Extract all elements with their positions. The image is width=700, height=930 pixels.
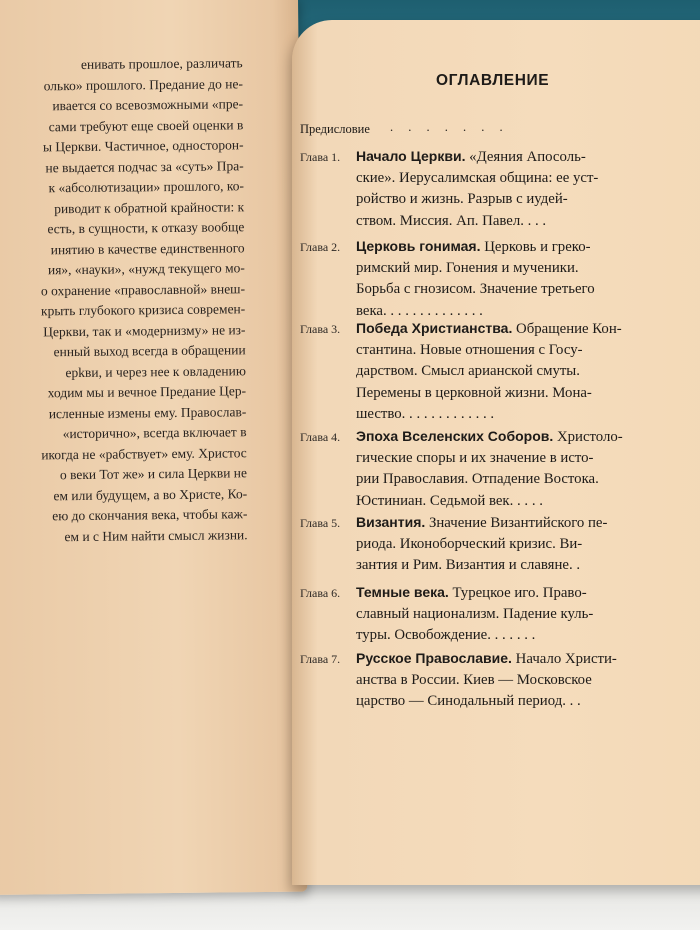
chapter-line <box>356 383 622 405</box>
chapter-text: Борьба с гнозисом. Значение третьего <box>356 281 595 297</box>
left-page-line: исленные измены ему. Православ- <box>48 403 247 421</box>
chapter-label: Глава 7. <box>300 652 341 666</box>
chapter-title: Победа Христианства. <box>356 320 513 336</box>
chapter-line <box>356 361 622 383</box>
chapter-title: Русское Православие. <box>356 650 512 666</box>
chapter-text: ством. Миссия. Ап. Павел. . . . <box>356 212 547 229</box>
chapter-line <box>356 189 598 211</box>
chapter-title: Начало Церкви. <box>356 148 466 164</box>
chapter-text: шество. . . . . . . . . . . . . <box>356 406 495 422</box>
chapter-line <box>356 279 595 301</box>
left-page-line: ею до скончания века, чтобы каж- <box>52 506 248 524</box>
chapter-text: Юстиниан. Седьмой век. . . . . <box>356 492 543 509</box>
chapter-label: Глава 5. <box>300 516 341 530</box>
chapter-text: ройство и жизнь. Разрыв с иудей- <box>356 191 568 207</box>
chapter-text: зантия и Рим. Византия и славяне. . <box>356 557 581 573</box>
chapter-description <box>356 318 622 426</box>
left-page-line: крыть глубокого кризиса современ- <box>40 301 246 319</box>
chapter-label: Глава 4. <box>300 430 341 444</box>
chapter-description <box>356 648 617 713</box>
chapter-description <box>356 236 595 322</box>
left-page-line: о охранение «православной» внеш- <box>40 280 246 298</box>
chapter-text: гические споры и их значение в исто- <box>356 449 594 466</box>
left-page-line: Церкви, так и «модернизму» не из- <box>43 321 246 339</box>
chapter-text: Значение Византийского пе- <box>428 515 608 531</box>
chapter-title: Церковь гонимая. <box>356 238 481 254</box>
chapter-text: «Деяния Апосоль- <box>469 149 586 165</box>
chapter-text: века. . . . . . . . . . . . . . <box>356 302 483 319</box>
chapter-text: ские». Иерусалимская община: ее уст- <box>356 169 599 186</box>
chapter-line <box>356 604 593 626</box>
left-page-line: к «абсолютизации» прошлого, ко- <box>48 178 245 196</box>
chapter-line <box>356 404 622 426</box>
left-page-line: ем или будущем, а во Христе, Ко- <box>53 485 248 503</box>
chapter-line <box>356 168 598 190</box>
left-page-line: риводит к обратной крайности: к <box>54 198 245 216</box>
left-page-text <box>0 53 286 548</box>
left-page-line: инятию в качестве единственного <box>50 239 245 257</box>
left-page-line: ерkви, и через нее к овладению <box>65 362 246 380</box>
chapter-description <box>356 582 593 647</box>
left-page-line: сами требуют еще своей оценки в <box>48 116 244 134</box>
chapter-text: римский мир. Гонения и мученики. <box>356 259 579 276</box>
toc-title: ОГЛАВЛЕНИЕ <box>436 72 550 89</box>
chapter-line <box>356 512 607 534</box>
chapter-description <box>356 426 623 512</box>
chapter-line <box>356 691 617 713</box>
chapter-line <box>356 670 617 692</box>
chapter-line <box>356 236 595 258</box>
chapter-label: Глава 3. <box>300 322 341 336</box>
chapter-line <box>356 491 623 513</box>
left-page-line: ы Церкви. Частичное, односторон- <box>42 137 244 155</box>
chapter-description <box>356 146 598 232</box>
left-page-line: ия», «науки», «нужд текущего мо- <box>47 260 245 278</box>
left-page-line: «исторично», всегда включает в <box>62 424 247 442</box>
chapter-text: царство — Синодальный период. . . <box>356 693 581 709</box>
chapter-line <box>356 555 607 577</box>
chapter-text: Церковь и греко- <box>484 239 591 255</box>
preface-label: Предисловие <box>300 122 370 136</box>
chapter-text: стантина. Новые отношения с Госу- <box>356 341 583 358</box>
left-page-line: икогда не «рабствует» ему. Христос <box>41 444 247 462</box>
chapter-label: Глава 1. <box>300 150 341 164</box>
left-page-line: не выдается подчас за «суть» Пра- <box>45 157 244 175</box>
chapter-text: анства в России. Киев — Московское <box>356 671 592 688</box>
chapter-description <box>356 512 607 577</box>
chapter-label: Глава 6. <box>300 586 341 600</box>
chapter-title: Темные века. <box>356 584 449 600</box>
chapter-line <box>356 582 593 604</box>
chapter-line <box>356 469 623 491</box>
chapter-line <box>356 534 607 556</box>
chapter-line <box>356 258 595 280</box>
chapter-text: Христоло- <box>556 429 623 445</box>
left-page-line: есть, в сущности, к отказу вообще <box>47 219 245 237</box>
chapter-line <box>356 648 617 670</box>
chapter-text: дарством. Смысл арианской смуты. <box>356 363 580 379</box>
chapter-text: Турецкое иго. Право- <box>452 585 587 601</box>
chapter-text: Перемены в церковной жизни. Мона- <box>356 384 592 401</box>
chapter-text: Начало Христи- <box>515 651 617 667</box>
chapter-line <box>356 211 598 233</box>
left-page <box>0 0 307 895</box>
preface-dots: . . . . . . . <box>390 120 509 134</box>
chapter-line <box>356 340 622 362</box>
chapter-text: рии Православия. Отпадение Востока. <box>356 471 599 487</box>
chapter-line <box>356 448 623 470</box>
left-page-line: енный выход всегда в обращении <box>53 342 246 360</box>
left-page-line: ем и с Ним найти смысл жизни. <box>64 526 248 544</box>
left-page-line: олько» прошлого. Предание до не- <box>43 75 243 93</box>
chapter-title: Эпоха Вселенских Соборов. <box>356 428 554 444</box>
chapter-line <box>356 146 598 168</box>
chapter-line <box>356 318 622 340</box>
chapter-line <box>356 426 623 448</box>
chapter-line <box>356 625 593 647</box>
left-page-line: о веки Тот же» и сила Церкви не <box>59 465 248 483</box>
left-page-line: енивать прошлое, различать <box>80 55 243 72</box>
chapter-title: Византия. <box>356 514 426 530</box>
chapter-text: туры. Освобождение. . . . . . . <box>356 627 536 643</box>
chapter-text: риода. Иконоборческий кризис. Ви- <box>356 535 583 552</box>
chapter-text: славный национализм. Падение куль- <box>356 605 594 622</box>
chapter-label: Глава 2. <box>300 240 341 254</box>
chapter-text: Обращение Кон- <box>516 321 622 337</box>
left-page-line: ходим мы и вечное Предание Цер- <box>47 383 247 401</box>
left-page-line: ивается со всевозможными «пре- <box>52 96 244 114</box>
